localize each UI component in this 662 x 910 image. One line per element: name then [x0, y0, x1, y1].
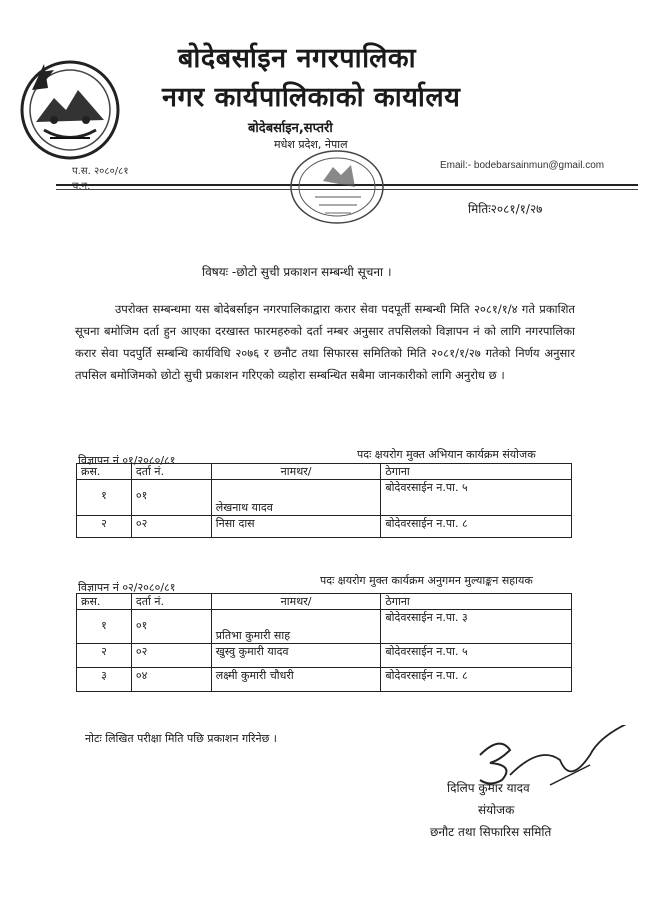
cell-reg: ०४: [131, 668, 211, 692]
signatory-title: संयोजक: [478, 803, 515, 817]
cell-address: बोदेवरसाईन न.पा. ८: [381, 668, 572, 692]
table-row: [77, 668, 572, 692]
cell-sn: २: [77, 516, 132, 538]
table-header-row: [77, 594, 572, 610]
cell-sn: १: [77, 480, 132, 516]
shortlist-table-2: [76, 593, 572, 692]
cell-address: बोदेवरसाईन न.पा. ५: [381, 480, 572, 516]
cell-address: बोदेवरसाईन न.पा. ८: [381, 516, 572, 538]
cell-reg: ०२: [131, 516, 211, 538]
cell-sn: ३: [77, 668, 132, 692]
dispatch-number: च.न.: [72, 181, 91, 192]
letter-date: मितिः२०८१/१/२७: [468, 202, 543, 216]
cell-name: लक्ष्मी कुमारी चौधरी: [211, 668, 381, 692]
advertisement-number-2: विज्ञापन नं ०२/२०८०/८१: [78, 581, 176, 594]
advertisement-number-1: विज्ञापन नं ०१/२०८०/८१: [78, 454, 176, 467]
cell-name: निसा दास: [211, 516, 381, 538]
cell-sn: २: [77, 644, 132, 668]
table-row: [77, 480, 572, 516]
official-stamp-icon: [285, 145, 390, 230]
header-reg: दर्ता नं.: [131, 594, 211, 610]
table-row: [77, 644, 572, 668]
place-line: बोदेबर्साइन,सप्तरी: [248, 121, 333, 136]
cell-address: बोदेवरसाईन न.पा. ३: [381, 610, 572, 644]
municipality-title: बोदेबर्साइन नगरपालिका: [178, 43, 417, 74]
cell-name: प्रतिभा कुमारी साह: [211, 610, 381, 644]
cell-reg: ०२: [131, 644, 211, 668]
cell-sn: १: [77, 610, 132, 644]
cell-address: बोदेवरसाईन न.पा. ५: [381, 644, 572, 668]
post-title-2: पदः क्षयरोग मुक्त कार्यक्रम अनुगमन मुल्याङ्कन सहायक: [320, 574, 533, 587]
post-title-1: पदः क्षयरोग मुक्त अभियान कार्यक्रम संयोजक: [357, 448, 536, 461]
header-sn: क्रस.: [77, 594, 132, 610]
subject-line: विषयः -छोटो सुची प्रकाशन सम्बन्धी सूचना ।: [202, 265, 392, 279]
office-title: नगर कार्यपालिकाको कार्यालय: [162, 82, 461, 113]
signatory-name: दिलिप कुमार यादव: [447, 781, 530, 795]
cell-name: लेखनाथ यादव: [211, 480, 381, 516]
province-line: मधेश प्रदेश, नेपाल: [274, 138, 348, 151]
body-text: उपरोक्त सम्बन्धमा यस बोदेबर्साइन नगरपालिकाद्वारा करार सेवा पदपूर्ती सम्बन्धी मिति २०८१/१/४ गते प्रकाशित सूचना बमोजिम दर्ता हुन आएका दरखास्त फारमहरुको दर्ता नम्बर अनुसार तपसिलको विज्ञापन नं को लागि नगरपालिका करार सेवा पदपुर्ति सम्बन्धि कार्यविधि २०७६ र छनौट तथा सिफारस समितिको मिति २०८१/१/२७ गतेको निर्णय अनुसार तपसिल बमोजिमको छोटो सुची प्रकाशन गरिएको व्यहोरा सम्बन्धित सबैमा जानकारीको लागि अनुरोध छ ।: [75, 302, 575, 382]
reference-number: प.स. २०८०/८१: [72, 166, 129, 177]
body-paragraph: [75, 298, 575, 386]
table-header-row: [77, 464, 572, 480]
cell-reg: ०१: [131, 480, 211, 516]
header-address: ठेगाना: [381, 464, 572, 480]
note-line: नोटः लिखित परीक्षा मिति पछि प्रकाशन गरिनेछ ।: [85, 732, 277, 745]
signatory-committee: छनौट तथा सिफारिस समिति: [430, 825, 552, 839]
cell-name: खुस्वु कुमारी यादव: [211, 644, 381, 668]
table-row: [77, 516, 572, 538]
nepal-emblem-logo: [14, 50, 126, 162]
shortlist-table-1: [76, 463, 572, 538]
table-row: [77, 610, 572, 644]
cell-reg: ०१: [131, 610, 211, 644]
header-reg: दर्ता नं.: [131, 464, 211, 480]
header-address: ठेगाना: [381, 594, 572, 610]
header-name: नामथर/: [211, 594, 381, 610]
email-address: Email:- bodebarsainmun@gmail.com: [440, 160, 605, 171]
header-sn: क्रस.: [77, 464, 132, 480]
header-name: नामथर/: [211, 464, 381, 480]
